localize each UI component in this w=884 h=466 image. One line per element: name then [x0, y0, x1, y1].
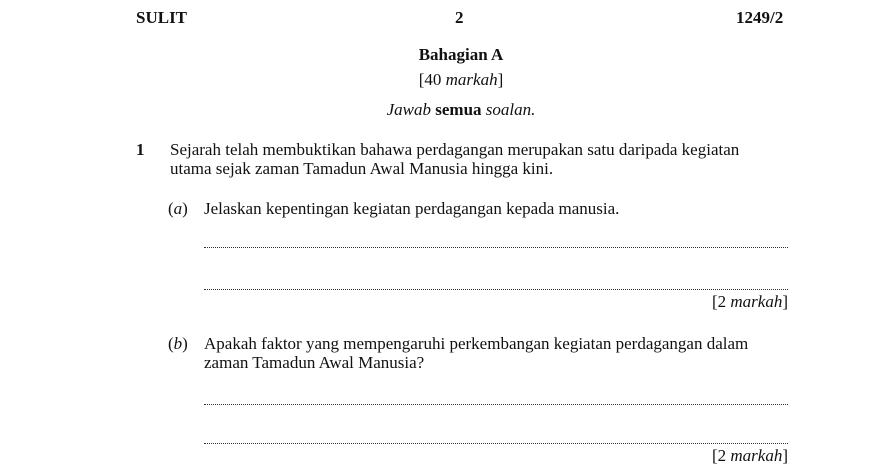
part-b-marks: [2 markah] [711, 446, 788, 465]
part-a-marks: [2 markah] [711, 292, 788, 311]
part-b-text-line-2: zaman Tamadun Awal Manusia? [204, 353, 425, 372]
part-b-answer-line-2[interactable] [204, 443, 788, 444]
sulit-label: SULIT [136, 8, 188, 27]
question-stem-line-2: utama sejak zaman Tamadun Awal Manusia hingga kini. [170, 159, 554, 178]
part-a-answer-line-1[interactable] [204, 247, 788, 248]
question-number: 1 [136, 140, 145, 159]
part-a-answer-line-2[interactable] [204, 289, 788, 290]
section-marks: [40 markah] [418, 70, 504, 89]
part-b-label: (b) [168, 334, 188, 353]
question-stem-line-1: Sejarah telah membuktikan bahawa perdagangan merupakan satu daripada kegiatan [170, 140, 740, 159]
paper-code: 1249/2 [736, 8, 784, 27]
section-title: Bahagian A [418, 45, 504, 64]
part-b-text-line-1: Apakah faktor yang mempengaruhi perkembangan kegiatan perdagangan dalam [204, 334, 749, 353]
section-instruction: Jawab semua soalan. [386, 100, 536, 119]
page-number: 2 [455, 8, 464, 27]
part-b-answer-line-1[interactable] [204, 404, 788, 405]
part-a-label: (a) [168, 199, 188, 218]
part-a-text: Jelaskan kepentingan kegiatan perdagangan kepada manusia. [204, 199, 620, 218]
